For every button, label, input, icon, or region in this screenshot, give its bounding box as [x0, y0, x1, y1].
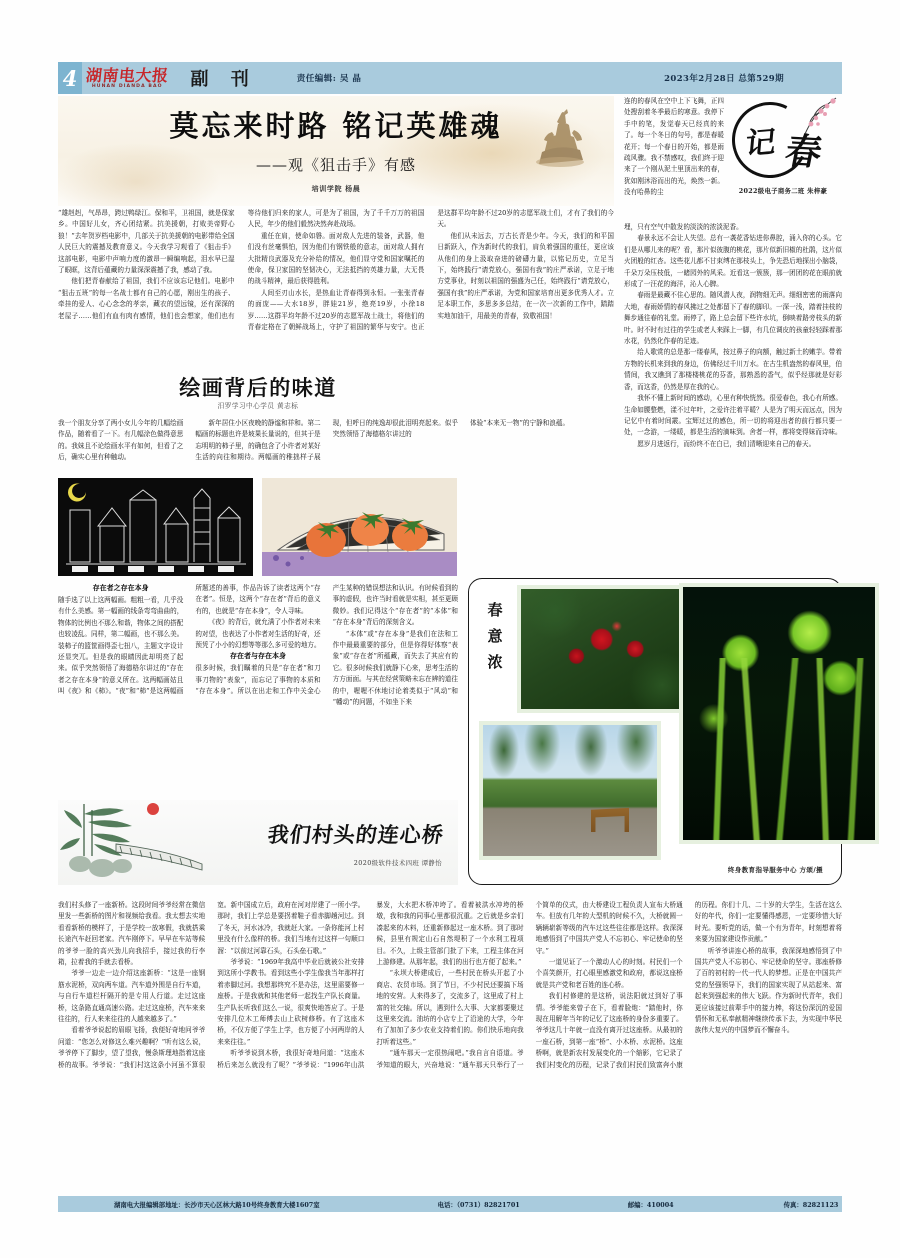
bridge-article-banner: [58, 800, 458, 885]
section-title: 副 刊: [190, 69, 257, 90]
paragraph: 听爷爷讲连心桥的故事，我深深地感悟到了中国共产党人不忘初心、牢记使命的坚守。那座桥修了百的初村的一代一代人的梦想。正是在中国共产党的坚强领导下，我们的国家实现了从站起来、富起来到强起来的伟大飞跃。作为新时代青年，我们更应该接过前辈手中的接力棒，将这份深沉的爱国情怀和无私奉献精神继续传承下去，为实现中华民族伟大复兴的中国梦而不懈奋斗。: [694, 946, 842, 1035]
paragraph: 看着爷爷说起的眉眼飞扬，我便好奇地问爷爷问道：“您怎么对修这么难兴趣啊？”听有这么说，爷爷停下了脚步，望了望我，慢条斯理地指着这座桥的故事。爷爷说：“我们村这这条小河虽不算很宽。新中国成立后，政府在河对岸建了一所小学。那时，我们上学总是要拐着鞋子看赤脚趟河过。到了冬天，河水冰冷，我就赶大家。一条你能河上村里没有什么像样的桥。我们当地有过这样一句顺口溜：“以前过河靠石头，石头垒石歌。”: [58, 901, 365, 1069]
paragraph: 重任在肩，使命如磐。面对敌人先进的装备，武器，他们没有丝毫惧怕，因为他们有钢铁般的意志，面对敌人拥有大批精良武器及充分补给的情况，他们显守党和国家嘱托的使命，保卫家国的坚韧决心，无法抵挡的英雄力量，大无畏的战斗精神，最后获得胜利。: [247, 231, 425, 286]
article2-intro-tail: [470, 418, 615, 468]
footer-bar: [58, 1196, 842, 1212]
drawing-persimmon-basket: [262, 478, 457, 576]
masthead-bar: [58, 62, 842, 94]
article2-subheading-1: 存在者之存在本身: [92, 583, 149, 592]
paragraph: 体验“本来无一物”的宁静和浪蕴。: [470, 419, 570, 427]
paper-name-en: HUNAN DIANDA BAO: [91, 83, 163, 89]
paragraph: 他们从未远去，万古长青是少年。今天，我们的和平国日新跃入，作为新时代的我们，肩负着强国的重任，更应该从他们的身上汲取奋进的磅礴力量，以铭记历史，立足当下，始终践行“请党放心，强国有我”的庄严承诺，立足于地方党事业，时刻以祖国的强盛为己任，始终践行“请党放心，强国有我”的庄严承诺，为党和国家培育出更多优秀人才。立足本职工作，多思多多总结，在一次一次新的工作中，踏踏实地加油干，用最美的青春，致敬祖国！: [437, 231, 614, 320]
photo-frame-leaves: [679, 583, 879, 844]
paper-logo: [86, 62, 169, 94]
photo-collage-card: [468, 578, 842, 885]
paragraph: 《夜》的背后，就允满了小作者对未来的对望，也表达了小作者对生活的好奇，还预凭了小小的幻想等等那么多可爱的地方。: [195, 618, 321, 650]
bamboo-bridge-illustration: [58, 800, 278, 885]
paragraph: 春雨是最藏不住心思的。随风潜人夜，润物细无声。细细密密的雨落向大地，春雨娇情的春风拂过之处都留下了春的脚印。一深一浅，踏着挂枝的舞步通往春的礼堂。雨停了，路上总会留下些许水坑，倒映着路旁枝头的新叶。时不时有过往的学生或老人来踩上一脚，有几位调皮的孩童轻轻踩着那水花，仍然化作春的足迹。: [624, 291, 842, 346]
article2-byline: 汨罗学习中心学员 黄志标: [217, 402, 299, 410]
paragraph: 春景永远不会让人失望。总有一袭花香钻进你鼻腔，涌入你的心头。它们是从哪儿来的呢？看，那片似彼腹的桃花，那片似新旧椒的杜鹃，这片似火团般的红杏。这些花儿都不甘束缚在那枝头上，争先恐后地探出小脑袋，千朵万朵压枝低，一睹园外的风采。近看这一簇簇，那一团团的花在眼前就形成了一汪花的海洋，沁人心脾。: [624, 234, 842, 289]
photo-roses: [521, 589, 689, 709]
right-article-byline: 2022级电子商务二班 朱梓豪: [738, 187, 828, 195]
soldier-monument-icon: [534, 108, 588, 168]
paragraph: “雄赳赳，气昂昂，跨过鸭绿江。保和平，卫祖国，就是保家乡。中国好儿女，齐心团结紧。抗美援朝，打败美帝野心狼！”去年贺岁档电影中，几部关于抗美援朝的电影带给全国人民巨大的震撼及教育意义。今天我学习观看了《狙击手》这部电影，电影中声响力度的激昂一瞬编响起，泪水早已湿了眼眶，这背后蕴藏的力量深深震撼了我，感动了我。: [58, 209, 235, 275]
lead-article-subtitle: ——观《狙击手》有感: [255, 156, 416, 174]
jichun-seal-logo: [730, 96, 842, 182]
right-article-lead: [624, 96, 724, 216]
drawing-night-city: [58, 478, 253, 576]
footer-zipcode: 邮编：410004: [627, 1200, 674, 1209]
lead-article-byline: 培训学院 杨晨: [311, 184, 361, 193]
paragraph: “本体”或“存在本身”是我们在法和工作中最最重要的部分，但是你得好体察“表象”或“存在者”所蕴藏，而失去了其应有的它。很多时候我们就静下心来，思考生活的方方面面。与其在经营策略未忘在辨的道往的中，喔喔不休地讨论着类似于“风动”和“幡动”的问题，不如坐下来: [332, 629, 458, 707]
paragraph: 一道见证了一个激动人心的时刻。村民们一个个喜笑颜开，打心眼里感激党和政府，都说这座桥就是共产党和老百姓的连心桥。: [535, 958, 683, 989]
persimmon-sketch: [262, 478, 457, 576]
paragraph: 听爷爷说到木桥，我很好奇地问道：“这座木桥后来怎么就没有了呢？”爷爷说：“1996年山洪暴发，大水把木桥冲垮了。看着被洪水冲垮的桥墩，我和我的同事心里都很沉重。之后就是乡亲们凑起来的木料，还重新修起过一座木桥。到了那时候，县里有规定山石自然堤积了一个水利工程项目。不久，上级主管部门批了下来，工程主体在河上游修建。从那年起，我们的出行也方便了起来。”: [217, 901, 524, 1069]
photo-frame-roses: [517, 585, 693, 713]
paper-name-cn: 湖南电大报: [85, 65, 170, 85]
paragraph: 我一个朋友分享了两小女儿今年的几幅绘画作品，随着看了一下。有几幅涂色做得意思的。我妹且不论绘画水平有如何，但看了之后，确实心里有种触动。: [58, 419, 184, 462]
paragraph: 他们把青春献给了祖国，我们不应该忘记他们。电影中“狙击五班”的每一名战士都有自己的心愿，刚出生的孩子、牵挂的爱人、心心念念的孝亲，藏衣的望远镜，还有深深的老屋子……他们有血有肉有感情，他们也会想家，他们也有等待他们归来的家人，可是为了祖国，为了千千万万的祖国人民，年少的他们毅然决然奔赴战场。: [58, 209, 425, 320]
collage-label: 春意浓: [487, 601, 503, 671]
bridge-article-byline: 2020级软件技术四班 谭静怡: [353, 859, 442, 867]
night-city-sketch: [58, 478, 253, 576]
paragraph: 人间至刃山水长，是热血让青春得到永恒。一张张青春的面庞——大水18岁，胖娃21岁，绝亮19岁，小徐18岁……这群平均年龄不过20岁的志愿军战士战士，将他们的青春定格在了朝鲜战场上，守护了祖国的繁华与安宁。也正是这群平均年龄不过20岁的志愿军战士们，才有了我们的今天。: [247, 209, 614, 332]
paragraph: 很多时候，我们瞩着的只是“存在者”和刀事刀物的“表象”，而忘记了事物的本质和“存在本身”。所以在出走和工作中关金心产生某种的错误想法和认识。有时候看到的事的虚假，也许当时看就是实相，甚至更顾微妙。我们记得这个“存在者”的“本体”和“存在本身”背后的深刻含义。: [195, 584, 458, 696]
photo-credit: 终身教育指导服务中心 方颂/摄: [727, 866, 823, 874]
paragraph: “永坝大桥建成后，一些村民在桥头开起了小商店、农贸市场。到了节日，不少村民还要搞下场地的安营。人来得多了，交流多了，这里成了村上富的社交轴。所以，遇到什么大事、大家都要聚过这里来交流。油坊的小店专上了沿途的大学，今年有了加加了多少农业支持着们的。你们快乐地向我打听着这些。”: [376, 969, 524, 1046]
paragraph: 连的的春风在空中上下飞舞，正四处搜刮着冬季最后的寒意。我停下手中的笔，发觉春天已经真的来了。每一个冬日的句号，都是春暖花开；每一个春日的开始，都是雨疏风骤。我不禁感叹，我们终于迎来了一个刚从泥土里顶出来的春，犹如刚沐浴而出的光，焕然一新。没有哈鼻的尘: [624, 97, 724, 197]
paragraph: 我们村修建的是这桥，说法阳就过到好了事情。爷爷能来曾子在下，看着脸炮：“踏他时，你现在用解年当年的记忆了这座桥的身份多重要了。爷爷这几十年就一直没有离开过这座桥。从最初的一座石桥，到第一座“桥”、小木桥、水泥桥。这座桥啊，就是新农村发展变化的一个缩影，它记录了我们村变化的历程，记录了我们村民们致富奔小康的历程。你们十几、二十岁的大学生，生活在这么好的年代，你们一定要懂得感恩，一定要珍惜大好时光。要听党的话，做一个有为青年，时刻想着将来要为国家建设作贡献。”: [535, 901, 842, 1069]
paragraph: 随手选了以上这两幅画。粗粗一看，几乎没有什么美感。第一幅画的线条弯弯曲曲的，物体的比例也不那么和谐，物体之间的搭配也较凌乱。同样，第二幅画，也不那么美。装柿子的篮筐画得歪七扭八，主题文字设计还显突兀。但是我的眼睛因此却明亮了起来。似乎突然领悟了海德格尔讲过的“存在者之存在本身”的意义所在。这两幅画姑且叫《夜》和《柿》。“夜”和“柿”是这两幅画所题述的善事，作品告诉了读者这两个“存在者”。恒是，这两个“存在者”背后的意义有的，也就是“存在本身”，令人寻味。: [58, 584, 321, 696]
article2-subheading-2: 存在者与存在本身: [229, 651, 286, 661]
lead-article-body: [58, 208, 614, 368]
plum-blossom-branch-icon: [792, 96, 838, 136]
footer-address: 湖南电大报编辑部地址：长沙市天心区林大路10号终身教育大楼1607室: [114, 1200, 320, 1209]
paragraph: 愿岁月进返行，而纷终不在白已，我们清晰迎来自己的春天。: [637, 439, 816, 448]
page-number-badge: 4: [58, 62, 82, 94]
photo-bench: [483, 725, 657, 856]
paragraph: 我们村头修了一座新桥。这段时间爷爷经常在微信里发一些新桥的图片和视频给我看。我太想去实地看看新桥的模样了，于是学校一放寒假，我就搭乘长途汽车赶回老家。汽车刚停下。早早在车站等候的爷爷一脸的高兴劲儿向我招手，接过我的行李箱，拉着我的手就去看桥。: [58, 901, 206, 967]
footer-fax: 传真：82821123: [783, 1200, 839, 1209]
footer-telephone: 电话：（0731）82821701: [437, 1200, 520, 1209]
responsible-editor: 责任编辑: 吴 晶: [296, 74, 362, 84]
childrens-drawings: [58, 478, 458, 576]
paragraph: 新年居住小区夜晚的静谧和祥和。第二幅画的标题也许是坡果长量说的，但其于是忘明明的柿子里，的确包含了小许者对某好生活的向往和期待。两幅画的稚拙样子展现，但呼日的纯逸却很此泪明亮起来。似乎突然领悟了海德格尔讲过的: [195, 419, 458, 462]
bridge-article-title: 我们村头的连心桥: [266, 822, 446, 847]
photo-frame-bench: [479, 721, 661, 860]
bottom-article-body: [58, 900, 842, 1178]
paragraph: 爷爷说：“1969年我高中毕业后就被公社安排到这所小学教书。看到这些小学生像我当年那样打着赤脚过河。我想那终究不是办法，这里需要修一座桥。于是我就和其他老师一起找生产队长商量。生产队长听我们这么一说，很爽快地答应了。于是安排几位木工师傅去山上砍树修桥。有了这座木桥，不仅方便了学生上学，也方便了小河两岸的人来来往往。”: [217, 958, 365, 1046]
seal-char-ji: 记: [743, 124, 778, 163]
paragraph: 我怀不懂上新时间的感动，心里有种快恍然。很爱春色，我心有所感。生命如腰整燃，漾不过年叶，之爱许注着平暖？人是为了明天而远点，因为记忆中有着时间霰。宝辉过过的感色，所一切的将迎出者的前行都只要一处，一念游，一缕暖，都是生活的滴味到。舍者一样，都将变得妹而诗味。: [624, 394, 842, 437]
paragraph: “通车那天一定很热闹吧。”我自言自语道。爷爷知道的眼大，兴奋地说：“通车那天只举行了一个简单的仪式，由大桥建设工程负责人宣布大桥通车。但放有几年的大型机的时候不久，大桥就圆一辆辆崭新等级的汽车过这些往往都是这样。我深深地感悟到了中国共产党人不忘初心、牢记使命的坚守。”: [376, 901, 683, 1069]
paragraph: 埋，只有空气中散发的淡淡的浓淡泥香。: [624, 223, 743, 231]
article2-body: [58, 583, 458, 793]
issue-date-number: 2023年2月28日 总第529期: [664, 74, 784, 84]
lead-article-header: [58, 96, 614, 206]
article2-intro: [58, 418, 458, 468]
seal-char-chun: 春: [781, 130, 826, 174]
article2-title: 绘画背后的味道: [179, 376, 337, 400]
paragraph: 给人歌赏的总是那一缕春风，按过鼻子的向额，触过新土的嫩芋。带着方物的长机来到我的身边，仿佛经过千川万水。在古生机盎然的春风里，伯情间，我又瞧到了那楼楼桃花的芬香，那熟悉的香气，似乎经那就是好彩香，而这香，仍然是厚在我的心。: [624, 348, 842, 391]
paragraph: 爷爷一边走一边介绍这座新桥：“这是一座钢筋水泥桥，双向两车道。汽车道外围是自行车道，与自行车道栏杆隔开的是专用人行道。走过这座桥，这条路直通高速公路。走过这座桥，汽车来来往往的，行人来来往往的人越来越多了。”: [58, 969, 206, 1024]
lead-article-title: 莫忘来时路 铭记英雄魂: [169, 109, 503, 143]
photo-leaves: [683, 587, 875, 840]
right-article-body: [624, 222, 842, 570]
